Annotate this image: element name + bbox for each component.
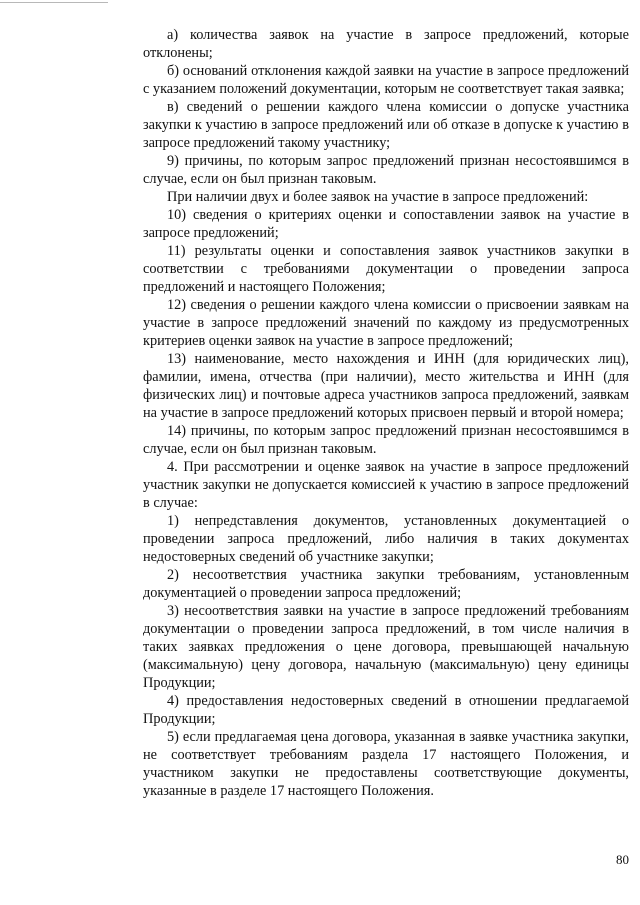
paragraph-13: 13) наименование, место нахождения и ИНН (для юридических лиц), фамилии, имена, отчества (при наличии), место жительства и ИНН (для физических лиц) и почтовые адреса участников запроса предложений, заявкам на участие в запросе предложений которых присвоен первый и второй номера; <box>143 351 629 421</box>
paragraph-11: 11) результаты оценки и сопоставления заявок участников закупки в соответствии с требованиями документации о проведении запроса предложений и настоящего Положения; <box>143 243 629 295</box>
paragraph-10: 10) сведения о критериях оценки и сопоставлении заявок на участие в запросе предложений; <box>143 207 629 241</box>
paragraph-a: а) количества заявок на участие в запросе предложений, которые отклонены; <box>143 27 629 61</box>
paragraph-intro-two-or-more: При наличии двух и более заявок на участие в запросе предложений: <box>167 189 589 205</box>
document-body <box>143 26 629 800</box>
paragraph-4-4: 4) предоставления недостоверных сведений в отношении предлагаемой Продукции; <box>143 693 629 727</box>
scan-edge-line <box>0 2 108 3</box>
paragraph-v: в) сведений о решении каждого члена комиссии о допуске участника закупки к участию в запросе предложений или об отказе в допуске к участию в запросе предложений такому участнику; <box>143 99 629 151</box>
paragraph-4-5: 5) если предлагаемая цена договора, указанная в заявке участника закупки, не соответствует требованиям раздела 17 настоящего Положения, и участником закупки не предоставлены соответствующие документы, указанные в разделе 17 настоящего Положения. <box>143 729 629 799</box>
paragraph-4-3: 3) несоответствия заявки на участие в запросе предложений требованиям документации о проведении запроса предложений, в том числе наличия в таких заявках предложения о цене договора, превышающей начальную (максимальную) цену договора, начальную (максимальную) цену единицы Продукции; <box>143 603 629 691</box>
paragraph-12: 12) сведения о решении каждого члена комиссии о присвоении заявкам на участие в запросе предложений значений по каждому из предусмотренных критериев оценки заявок на участие в запросе предложений; <box>143 297 629 349</box>
paragraph-14: 14) причины, по которым запрос предложений признан несостоявшимся в случае, если он был признан таковым. <box>143 423 629 457</box>
paragraph-4-1: 1) непредставления документов, установленных документацией о проведении запроса предложений, либо наличия в таких документах недостоверных сведений об участнике закупки; <box>143 513 629 565</box>
paragraph-b: б) оснований отклонения каждой заявки на участие в запросе предложений с указанием положений документации, которым не соответствует такая заявка; <box>143 63 629 97</box>
paragraph-9: 9) причины, по которым запрос предложений признан несостоявшимся в случае, если он был признан таковым. <box>143 153 629 187</box>
page-number: 80 <box>616 852 629 867</box>
paragraph-section-4: 4. При рассмотрении и оценке заявок на участие в запросе предложений участник закупки не допускается комиссией к участию в запросе предложений в случае: <box>143 459 629 511</box>
paragraph-4-2: 2) несоответствия участника закупки требованиям, установленным документацией о проведении запроса предложений; <box>143 567 629 601</box>
